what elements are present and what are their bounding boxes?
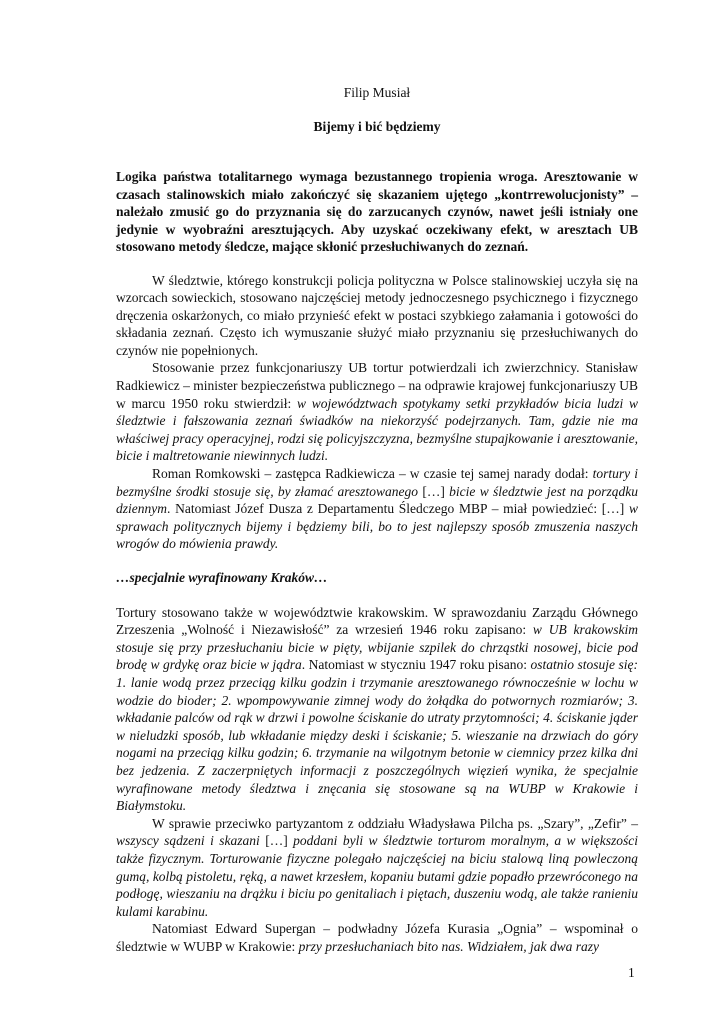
paragraph-4-quote-1: w UB krakowskim stosuje się przy przesłuchaniu bicie w pięty, wbijanie szpilek do chrząstki nosowej, bicie pod brodę w grdykę oraz bicie w jądra bbox=[116, 622, 638, 673]
paragraph-6-text: Natomiast Edward Supergan – podwładny Józefa Kurasia „Ognia” – wspominał o śledztwie w WUBP w Krakowie: bbox=[116, 921, 638, 954]
paragraph-3-quote-2: bicie w śledztwie jest na porządku dziennym bbox=[116, 483, 639, 517]
paragraph-2 bbox=[116, 359, 638, 465]
paragraph-3 bbox=[116, 465, 638, 553]
paragraph-6 bbox=[116, 920, 638, 955]
section-heading: …specjalnie wyrafinowany Kraków… bbox=[116, 570, 328, 585]
paragraph-3-text: Roman Romkowski – zastępca Radkiewicza – w czasie tej samej narady dodał: bbox=[152, 466, 593, 482]
paragraph-3-text-2: . Natomiast Józef Dusza z Departamentu Śledczego MBP – miał powiedzieć: […] bbox=[167, 501, 629, 517]
paragraph-2-text: Stosowanie przez funkcjonariuszy UB tortur potwierdzali ich zwierzchnicy. Stanisław Radkiewicz – minister bezpieczeństwa publicznego – na odprawie krajowej funkcjonariuszy UB w marcu 1950 roku stwierdził: bbox=[116, 360, 638, 411]
paragraph-6-quote: przy przesłuchaniach bito nas. Widziałem, jak dwa razy bbox=[298, 938, 599, 954]
paragraph-5-quote-1: wszyscy sądzeni i skazani bbox=[116, 833, 260, 849]
paragraph-5-ellipsis: […] bbox=[259, 833, 294, 849]
paragraph-4-quote-2: ostatnio stosuje się: 1. lanie wodą przez przeciąg kilku godzin i trzymanie aresztowanego równocześnie w lochu w wodzie do bioder; 2. wpompowywanie zimnej wody do żołądka do potwornych rozmiarów; 3. wkładanie palców od rąk w drzwi i powolne ściskanie do utraty przytomności; 4. ściskanie jąder w nieludzki sposób, lub wkładanie między deski i ściskanie; 5. wieszanie na drzwiach do góry nogami na przeciąg kilku godzin; 6. trzymanie na wilgotnym betonie w ciemnicy przez kilka dni bez jedzenia. Z zaczerpniętych informacji z poszczególnych więzień wynika, że specjalnie wyrafinowane metody śledztwa i znęcania się stosowane są na WUBP w Krakowie i Białymstoku. bbox=[116, 657, 639, 814]
paragraph-1: W śledztwie, którego konstrukcji policja polityczna w Polsce stalinowskiej uczyła się na wzorcach sowieckich, stosowano najczęściej metody jednoczesnego psychicznego i fizycznego dręczenia oskarżonych, co miało przynieść efekt w postaci szybkiego załamania i gotowości do składania zeznań. Często ich wymuszanie służyć miało przyznaniu się przesłuchiwanych do czynów nie popełnionych. bbox=[116, 272, 638, 358]
paragraph-3-quote-3: w sprawach politycznych bijemy i będziemy bili, bo to jest najlepszy sposób zmuszenia naszych wrogów do mówienia prawdy. bbox=[116, 501, 638, 552]
paragraph-4 bbox=[116, 604, 638, 815]
paragraph-5-text: W sprawie przeciwko partyzantom z oddziału Władysława Pilcha ps. „Szary”, „Zefir” – bbox=[152, 815, 638, 831]
author-name: Filip Musiał bbox=[343, 85, 411, 100]
page-number: 1 bbox=[628, 965, 635, 980]
paragraph-2-quote: w województwach spotykamy setki przykładów bicia ludzi w śledztwie i fałszowania zeznań świadków na niekorzyść podejrzanych. Tam, gdzie nie ma właściwej pracy operacyjnej, rodzi się policyjszczyzna, bezmyślne stupajkowanie i aresztowanie, bicie i maltretowanie niewinnych ludzi. bbox=[116, 395, 638, 464]
paragraph-3-quote-1: tortury i bezmyślne środki stosuje się, by złamać aresztowanego bbox=[116, 466, 638, 499]
article-title: Bijemy i bić będziemy bbox=[313, 119, 441, 134]
document-page bbox=[116, 84, 638, 955]
paragraph-3-ellipsis: […] bbox=[418, 483, 450, 499]
paragraph-5 bbox=[116, 815, 638, 921]
paragraph-4-text-2: . Natomiast w styczniu 1947 roku pisano: bbox=[301, 657, 531, 673]
paragraph-4-text: Tortury stosowano także w województwie krakowskim. W sprawozdaniu Zarządu Głównego Zrzeszenia „Wolność i Niezawisłość” za wrzesień 1946 roku zapisano: bbox=[116, 604, 638, 638]
paragraph-5-quote-2: poddani byli w śledztwie torturom moralnym, a w większości także fizycznym. Torturowanie fizyczne polegało najczęściej na biciu stalową liną powleczoną gumą, kolbą pistoletu, ręką, a nawet krzesłem, kopaniu butami gdzie popadło przewróconego na podłogę, wieszaniu na drążku i biciu po genitaliach i piętach, duszeniu wodą, ale także ranieniu kulami karabinu. bbox=[116, 833, 638, 919]
lead-paragraph: Logika państwa totalitarnego wymaga bezustannego tropienia wroga. Aresztowanie w czasach stalinowskich miało zakończyć się skazaniem ujętego „kontrrewolucjonisty” – należało zmusić go do przyznania się do zarzucanych czynów, nawet jeśli istniały one jedynie w wyobraźni aresztujących. Aby uzyskać oczekiwany efekt, w aresztach UB stosowano metody śledcze, mające skłonić przesłuchiwanych do zeznań. bbox=[116, 169, 638, 254]
